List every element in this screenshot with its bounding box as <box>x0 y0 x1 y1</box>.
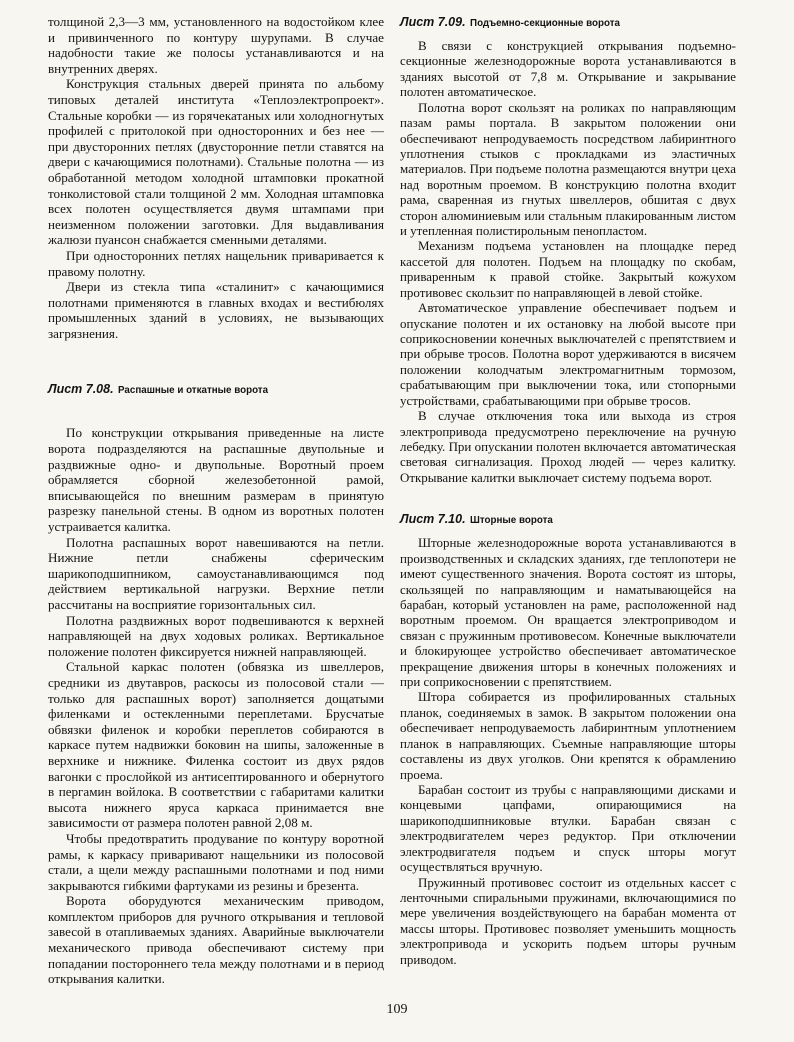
paragraph: Штора собирается из профилированных стальных планок, соединяемых в замок. В закрытом положении она обеспечивает непродуваемость лабиринтным уплотнением планок в направляющих. Съемные направляющие шторы составлены из двух уголков. Они крепятся к обрамлению проема. <box>400 689 736 782</box>
section-heading-710 <box>400 511 736 529</box>
paragraph: Автоматическое управление обеспечивает подъем и опускание полотен и их остановку на любой высоте при соприкосновении конечных выключателей с препятствием и при обрыве тросов. Полотна ворот удерживаются в висячем положении колодчатым электромагнитным тормозом, срабатывающим при выключении тока, или стопорными устройствами, срабатывающими при обрыве тросов. <box>400 300 736 408</box>
section-heading-709 <box>400 14 736 32</box>
section-number: Лист 7.10. <box>400 512 466 527</box>
paragraph: Шторные железнодорожные ворота устанавливаются в производственных и складских зданиях, где теплопотери не имеют существенного значения. Ворота состоят из шторы, скользящей по направляющим и наматывающейся на барабан, который установлен на раме, расположенной над воротным проемом. Он вращается электроприводом и связан с пружинным противовесом. Конечные выключатели и блокирующее устройство обеспечивает автоматическое прекращение движения шторы в конечных положениях и при соприкосновении с препятствием. <box>400 535 736 690</box>
paragraph: Полотна распашных ворот навешиваются на петли. Нижние петли снабжены сферическим шарикоподшипником, самоустанавливающимся под действием вертикальной нагрузки. Верхние петли рассчитаны на восприятие горизонтальных сил. <box>48 534 384 612</box>
paragraph: В связи с конструкцией открывания подъемно-секционные железнодорожные ворота устанавливаются в зданиях высотой от 7,8 м. Открывание и закрывание полотен автоматическое. <box>400 38 736 100</box>
paragraph: Чтобы предотвратить продувание по контуру воротной рамы, к каркасу приваривают нащельники из полосовой стали, а щели между распашными полотнами и под ними закрываются гибкими фартуками из резины и брезента. <box>48 830 384 893</box>
paragraph: Пружинный противовес состоит из отдельных кассет с ленточными спиральными пружинами, включающимися по мере увеличения воздействующего на барабан момента от массы шторы. Противовес позволяет уменьшить мощность электропривода и ускорить подъем шторы ручным приводом. <box>400 874 736 967</box>
paragraph: толщиной 2,3—3 мм, установленного на водостойком клее и привинченного по контуру шурупами. В случае надобности такие же полосы устанавливаются и на внутренних дверях. <box>48 14 384 76</box>
section-heading-708 <box>48 381 384 399</box>
paragraph: Полотна раздвижных ворот подвешиваются к верхней направляющей на двух ходовых роликах. Вертикальное положение полотен фиксируется нижней направляющей. <box>48 612 384 659</box>
paragraph: По конструкции открывания приведенные на листе ворота подразделяются на распашные двупольные и раздвижные одно- и двупольные. Воротный проем обрамляется сборной железобетонной рамой, вписывающейся по внешним размерам в принятую разрезку панельной стены. В одном из воротных полотен устраивается калитка. <box>48 425 384 535</box>
right-column <box>400 14 736 967</box>
section-title: Подъемно-секционные ворота <box>470 18 620 29</box>
paragraph: При односторонних петлях нащельник приваривается к правому полотну. <box>48 247 384 279</box>
paragraph: В случае отключения тока или выхода из строя электропривода предусмотрено переключение на ручную лебедку. При опускании полотен включается автоматическая световая сигнализация. Проход людей — через калитку. Открывание калитки выключает систему подъема ворот. <box>400 408 736 485</box>
page-number: 109 <box>386 1002 408 1017</box>
paragraph: Полотна ворот скользят на роликах по направляющим пазам рамы портала. В закрытом положении они обеспечивают непродуваемость посредством лабиринтного уплотнения стыков с прокладками из эластичных материалов. При подъеме полотна размещаются внутри цеха над воротным проемом. В конструкцию полотна входит рама, сваренная из гнутых швеллеров, обшитая с двух сторон алюминиевым или стальным плакированным листом и утепленная полистирольным пенопластом. <box>400 99 736 239</box>
paragraph: Механизм подъема установлен на площадке перед кассетой для полотен. Подъем на площадку по скобам, приваренным к правой стойке. Закрытый кожухом противовес скользит по направляющей в левой стойке. <box>400 238 736 300</box>
paragraph: Стальной каркас полотен (обвязка из швеллеров, средники из двутавров, раскосы из полосовой стали — только для распашных ворот) заполняется дощатыми филенками и остекленными переплетами. Брусчатые обвязки филенок и коробки переплетов собираются в каркасе путем надвижки боковин на шипы, заложенные в верхнике и нижнике. Филенка состоит из двух рядов вагонки с прослойкой из антисептированного и обернутого в пергамин войлока. В соответствии с габаритами калитки высота нижнего яруса каркаса принимается вне зависимости от размера полотен равной 2,08 м. <box>48 659 384 831</box>
section-number: Лист 7.08. <box>48 382 114 397</box>
paragraph: Конструкция стальных дверей принята по альбому типовых деталей института «Теплоэлектропроект». Стальные коробки — из горячекатаных или холодногнутых профилей с притолокой при односторонних и без нее — при двусторонних петлях (двусторонние петли ставятся на двери с качающимися полотнами). Стальные полотна — из обработанной методом холодной штамповки прокатной тонколистовой стали толщиной 2 мм. Холодная штамповка всех полотен осуществляется двумя штампами при неизменном положении заготовки. Для выдавливания жалюзи пуансон снабжается сменными деталями. <box>48 76 384 248</box>
paragraph: Барабан состоит из трубы с направляющими дисками и концевыми цапфами, опирающимися на шарикоподшипниковые втулки. Барабан связан с электродвигателем через редуктор. При отключении электродвигателя подъем и спуск шторы могут осуществляться вручную. <box>400 781 736 875</box>
paragraph: Ворота оборудуются механическим приводом, комплектом приборов для ручного открывания и тепловой завесой в отапливаемых зданиях. Аварийные выключатели механического привода обеспечивают систему при попадании постороннего тела между полотнами и в период открывания калитки. <box>48 893 384 987</box>
section-title: Распашные и откатные ворота <box>118 385 269 397</box>
paragraph: Двери из стекла типа «сталинит» с качающимися полотнами применяются в главных входах и вестибюлях промышленных зданий в условиях, не вызывающих загрязнения. <box>48 279 384 341</box>
section-number: Лист 7.09. <box>400 15 466 29</box>
section-title: Шторные ворота <box>470 515 553 527</box>
left-column <box>48 14 384 987</box>
